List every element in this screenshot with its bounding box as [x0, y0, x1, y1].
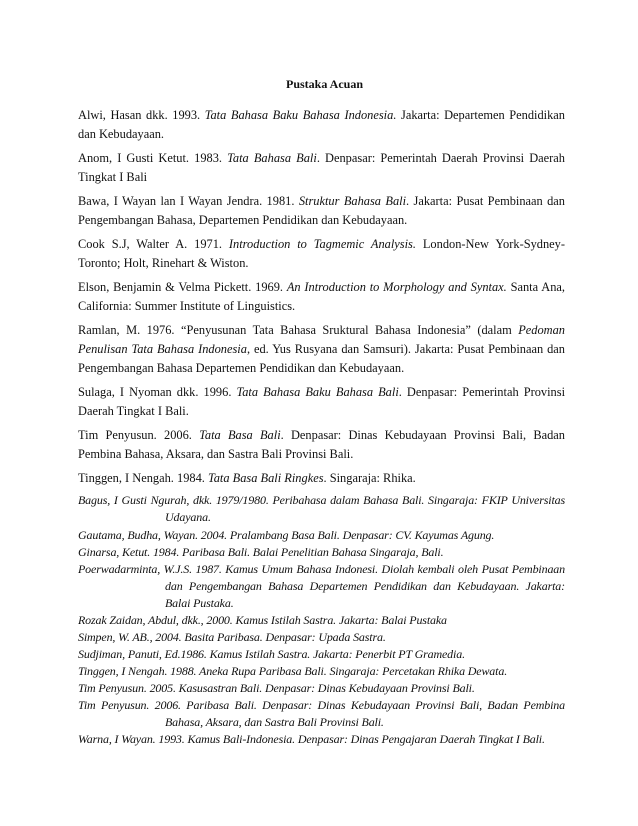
reference-publisher: , ed. Yus Rusyana dan Samsuri). Jakarta: Pusat Pembinaan dan Pengembangan Bahasa Departemen Pendidikan dan Kebudayaan. [78, 342, 565, 375]
reference-entry [78, 278, 565, 316]
reference-title: Pedoman Penulisan Tata Bahasa Indonesia [78, 323, 565, 356]
reference-entry [78, 469, 565, 488]
reference-entry-italic: Tim Penyusun. 2006. Paribasa Bali. Denpasar: Dinas Kebudayaan Provinsi Bali, Badan Pembina Bahasa, Aksara, dan Sastra Bali Provinsi Bali. [78, 698, 565, 729]
reference-author-year: Ramlan, M. 1976. “Penyusunan Tata Bahasa Sruktural Bahasa Indonesia” (dalam [78, 323, 519, 337]
reference-author-year: Alwi, Hasan dkk. 1993. [78, 108, 205, 122]
reference-entry-italic: Gautama, Budha, Wayan. 2004. Pralambang Basa Bali. Denpasar: CV. Kayumas Agung. [78, 528, 495, 542]
reference-entry [78, 149, 565, 187]
reference-author-year: Sulaga, I Nyoman dkk. 1996. [78, 385, 237, 399]
reference-publisher: London-New York-Sydney-Toronto; Holt, Rinehart & Wiston. [78, 237, 565, 270]
reference-entry-italic: Poerwadarminta, W.J.S. 1987. Kamus Umum Bahasa Indonesi. Diolah kembali oleh Pusat Pembinaan dan Pengembangan Bahasa Departemen Pendidikan dan Kebudayaan. Jakarta: Balai Pustaka. [78, 562, 565, 610]
reference-title: Tata Basa Bali [199, 428, 281, 442]
reference-author-year: Bawa, I Wayan lan I Wayan Jendra. 1981. [78, 194, 299, 208]
reference-author-year: Tinggen, I Nengah. 1984. [78, 471, 208, 485]
reference-title: Tata Bahasa Bali [227, 151, 317, 165]
reference-title: An Introduction to Morphology and Syntax. [286, 280, 507, 294]
reference-publisher: . Denpasar: Dinas Kebudayaan Provinsi Bali, Badan Pembina Bahasa, Aksara, dan Sastra Bali Provinsi Bali. [78, 428, 565, 461]
reference-entry-italic: Simpen, W. AB., 2004. Basita Paribasa. Denpasar: Upada Sastra. [78, 630, 386, 644]
page-heading: Pustaka Acuan [285, 77, 364, 91]
reference-entry [78, 321, 565, 378]
reference-list-primary [78, 106, 565, 488]
reference-publisher: Santa Ana, California: Summer Institute of Linguistics. [78, 280, 565, 313]
reference-entry-italic: Rozak Zaidan, Abdul, dkk., 2000. Kamus Istilah Sastra. Jakarta: Balai Pustaka [78, 613, 447, 627]
reference-entry-italic: Bagus, I Gusti Ngurah, dkk. 1979/1980. Peribahasa dalam Bahasa Bali. Singaraja: FKIP Universitas Udayana. [78, 493, 565, 524]
reference-entry [78, 235, 565, 273]
reference-publisher: . Jakarta: Pusat Pembinaan dan Pengembangan Bahasa, Departemen Pendidikan dan Kebudayaan. [78, 194, 566, 227]
reference-title: Introduction to Tagmemic Analysis. [228, 237, 416, 251]
reference-entry [78, 426, 565, 464]
reference-title: Tata Bahasa Baku Bahasa Indonesia. [204, 108, 397, 122]
reference-entry-italic: Tim Penyusun. 2005. Kasusastran Bali. Denpasar: Dinas Kebudayaan Provinsi Bali. [78, 681, 475, 695]
reference-publisher: . Denpasar: Pemerintah Daerah Provinsi Daerah Tingkat I Bali [78, 151, 566, 184]
reference-entry-italic: Tinggen, I Nengah. 1988. Aneka Rupa Paribasa Bali. Singaraja: Percetakan Rhika Dewata. [78, 664, 508, 678]
reference-entry-italic: Warna, I Wayan. 1993. Kamus Bali-Indonesia. Denpasar: Dinas Pengajaran Daerah Tingkat I Bali. [78, 732, 545, 746]
reference-entry [78, 192, 565, 230]
reference-publisher: Jakarta: Departemen Pendidikan dan Kebudayaan. [78, 108, 565, 141]
reference-author-year: Elson, Benjamin & Velma Pickett. 1969. [78, 280, 287, 294]
reference-entry [78, 106, 565, 144]
reference-title: Tata Basa Bali Ringkes [207, 471, 324, 485]
reference-list-italic [78, 492, 565, 748]
reference-entry-italic: Sudjiman, Panuti, Ed.1986. Kamus Istilah Sastra. Jakarta: Penerbit PT Gramedia. [78, 647, 465, 661]
reference-author-year: Anom, I Gusti Ketut. 1983. [78, 151, 228, 165]
reference-entry-italic: Ginarsa, Ketut. 1984. Paribasa Bali. Balai Penelitian Bahasa Singaraja, Bali. [78, 545, 444, 559]
reference-publisher: . Denpasar: Pemerintah Provinsi Daerah Tingkat I Bali. [78, 385, 566, 418]
reference-author-year: Tim Penyusun. 2006. [78, 428, 200, 442]
reference-entry [78, 383, 565, 421]
reference-title: Struktur Bahasa Bali [298, 194, 407, 208]
reference-title: Tata Bahasa Baku Bahasa Bali [236, 385, 399, 399]
reference-author-year: Cook S.J, Walter A. 1971. [78, 237, 229, 251]
reference-publisher: . Singaraja: Rhika. [323, 471, 416, 485]
